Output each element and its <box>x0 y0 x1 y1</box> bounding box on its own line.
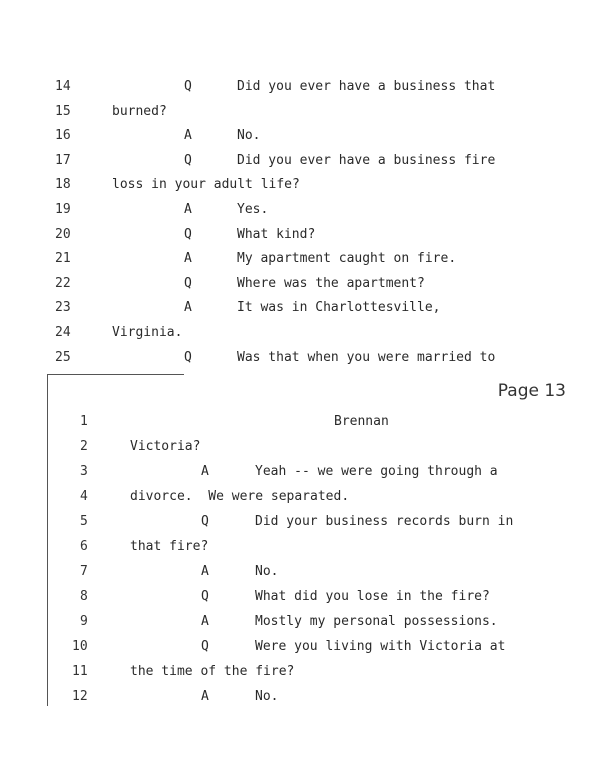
speaker-label: Q <box>184 226 192 242</box>
testimony-text: No. <box>255 689 279 704</box>
testimony-text: Victoria? <box>130 439 201 454</box>
line-number: 19 <box>55 202 71 217</box>
line-number: 7 <box>80 564 88 579</box>
testimony-text: Yes. <box>237 202 269 217</box>
speaker-label: A <box>184 128 192 144</box>
line-number: 8 <box>80 589 88 604</box>
testimony-text: What did you lose in the fire? <box>255 589 490 604</box>
speaker-label: A <box>184 251 192 267</box>
speaker-label: A <box>201 464 209 479</box>
line-number: 1 <box>80 414 88 429</box>
testimony-text: No. <box>237 128 261 144</box>
line-number: 21 <box>55 251 71 267</box>
testimony-text: Virginia. <box>112 325 183 340</box>
testimony-text: No. <box>255 564 279 579</box>
testimony-text: the time of the fire? <box>130 664 295 679</box>
speaker-label: A <box>201 564 209 579</box>
line-number: 22 <box>55 275 71 291</box>
testimony-text: divorce. We were separated. <box>130 489 350 504</box>
line-number: 5 <box>80 514 88 529</box>
testimony-text: Yeah -- we were going through a <box>255 464 498 479</box>
testimony-text: loss in your adult life? <box>112 177 300 193</box>
line-number: 25 <box>55 349 71 365</box>
line-number: 6 <box>80 539 88 554</box>
line-number: 15 <box>55 103 71 119</box>
speaker-label: Q <box>184 79 192 94</box>
line-number: 18 <box>55 177 71 193</box>
testimony-text: Did you ever have a business fire <box>237 152 496 168</box>
line-number: 4 <box>80 489 88 504</box>
line-number: 14 <box>55 79 71 94</box>
speaker-label: Q <box>201 639 209 654</box>
speaker-label: Q <box>184 349 192 365</box>
testimony-text: Mostly my personal possessions. <box>255 614 498 629</box>
speaker-label: Q <box>201 514 209 529</box>
speaker-label: Q <box>184 275 192 291</box>
line-number: 12 <box>72 689 88 704</box>
line-number: 10 <box>72 639 88 654</box>
testimony-text: My apartment caught on fire. <box>237 251 457 267</box>
testimony-text: Were you living with Victoria at <box>255 639 506 654</box>
line-number: 11 <box>72 664 88 679</box>
testimony-text: What kind? <box>237 226 316 242</box>
testimony-text: Did you ever have a business that <box>237 79 496 94</box>
testimony-text: that fire? <box>130 539 209 554</box>
witness-header: Brennan <box>334 414 389 429</box>
speaker-label: A <box>184 300 192 316</box>
speaker-label: Q <box>201 589 209 604</box>
page-divider-left <box>47 374 48 706</box>
line-number: 17 <box>55 152 71 168</box>
testimony-text: Was that when you were married to <box>237 349 496 365</box>
testimony-text: burned? <box>112 103 167 119</box>
testimony-text: Did your business records burn in <box>255 514 514 529</box>
line-number: 9 <box>80 614 88 629</box>
speaker-label: Q <box>184 152 192 168</box>
page-number-label: Page 13 <box>497 381 566 401</box>
line-number: 23 <box>55 300 71 316</box>
testimony-text: It was in Charlottesville, <box>237 300 441 316</box>
speaker-label: A <box>201 689 209 704</box>
line-number: 3 <box>80 464 88 479</box>
line-number: 24 <box>55 325 71 340</box>
line-number: 16 <box>55 128 71 144</box>
speaker-label: A <box>201 614 209 629</box>
line-number: 20 <box>55 226 71 242</box>
line-number: 2 <box>80 439 88 454</box>
page-divider-top <box>48 374 184 375</box>
speaker-label: A <box>184 202 192 217</box>
testimony-text: Where was the apartment? <box>237 275 425 291</box>
